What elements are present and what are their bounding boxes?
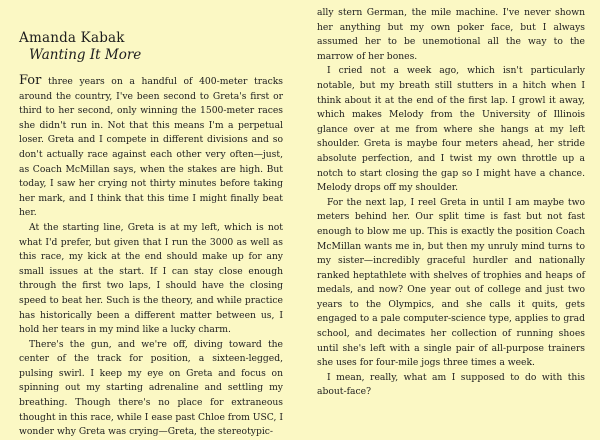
paragraph: I cried not a week ago, which isn't particularly notable, but my breath still stutters in a hitch when I think about it at the end of the first lap. I growl it away, which makes Melody from the University of Illinois glance over at me from where she hangs at my left shoulder. Greta is maybe four meters ahead, her stride absolute perfection, and I twist my own throttle up a notch to start closing the gap so I might have a chance. Melody drops off my shoulder. (317, 65, 585, 194)
paragraph: ally stern German, the mile machine. I've never shown her anything but my own poker face, but I always assumed her to be unemotional all the way to the marrow of her bones. (317, 7, 585, 62)
paragraph: For the next lap, I reel Greta in until I am maybe two meters behind her. Our split time is fast but not fast enough to blow me up. This is exactly the position Coach McMillan wants me in, but then my unruly mind turns to my sister—incredibly graceful hurdler and nationally ranked heptathlete with shelves of trophies and heaps of medals, and now? One year out of college and just two years to the Olympics, and she calls it quits, gets engaged to a pale computer-science type, applies to grad school, and decimates her collection of running shoes until she's left with a single pair of all-purpose trainers she uses for four-mile jogs three times a week. (317, 196, 585, 369)
opening-word: For (19, 73, 42, 88)
left-column (19, 0, 283, 440)
paragraph: I mean, really, what am I supposed to do with this about-face? (317, 371, 585, 398)
paragraph (19, 74, 283, 221)
paragraph: There's the gun, and we're off, diving toward the center of the track for position, a sixteen-legged, pulsing swirl. I keep my eye on Greta and focus on spinning out my starting adrenaline and settling my breathing. Though there's no place for extraneous thought in this race, while I ease past Chloe from USC, I wonder why Greta was crying—Greta, the stereotypic- (19, 338, 283, 438)
paragraph: At the starting line, Greta is at my left, which is not what I'd prefer, but given that I run the 3000 as well as this race, my kick at the end should make up for any small issues at the start. If I can stay close enough through the first two laps, I should have the closing speed to beat her. Such is the theory, and while practice has historically been a different matter between us, I hold her tears in my mind like a lucky charm. (19, 221, 283, 336)
paragraph-text: three years on a handful of 400-meter tracks around the country, I've been second to Greta's first or third to her second, only winning the 1500-meter races she didn't run in. Not that this means I'm a perpetual loser. Greta and I compete in different divisions and so don't actually race against each other very often—just, as Coach McMillan says, when the stakes are high. But today, I saw her crying not thirty minutes before taking her mark, and I think that this time I might finally beat her. (19, 76, 283, 219)
right-column (317, 6, 585, 400)
story-title: Wanting It More (29, 47, 142, 63)
author-name: Amanda Kabak (19, 30, 125, 46)
